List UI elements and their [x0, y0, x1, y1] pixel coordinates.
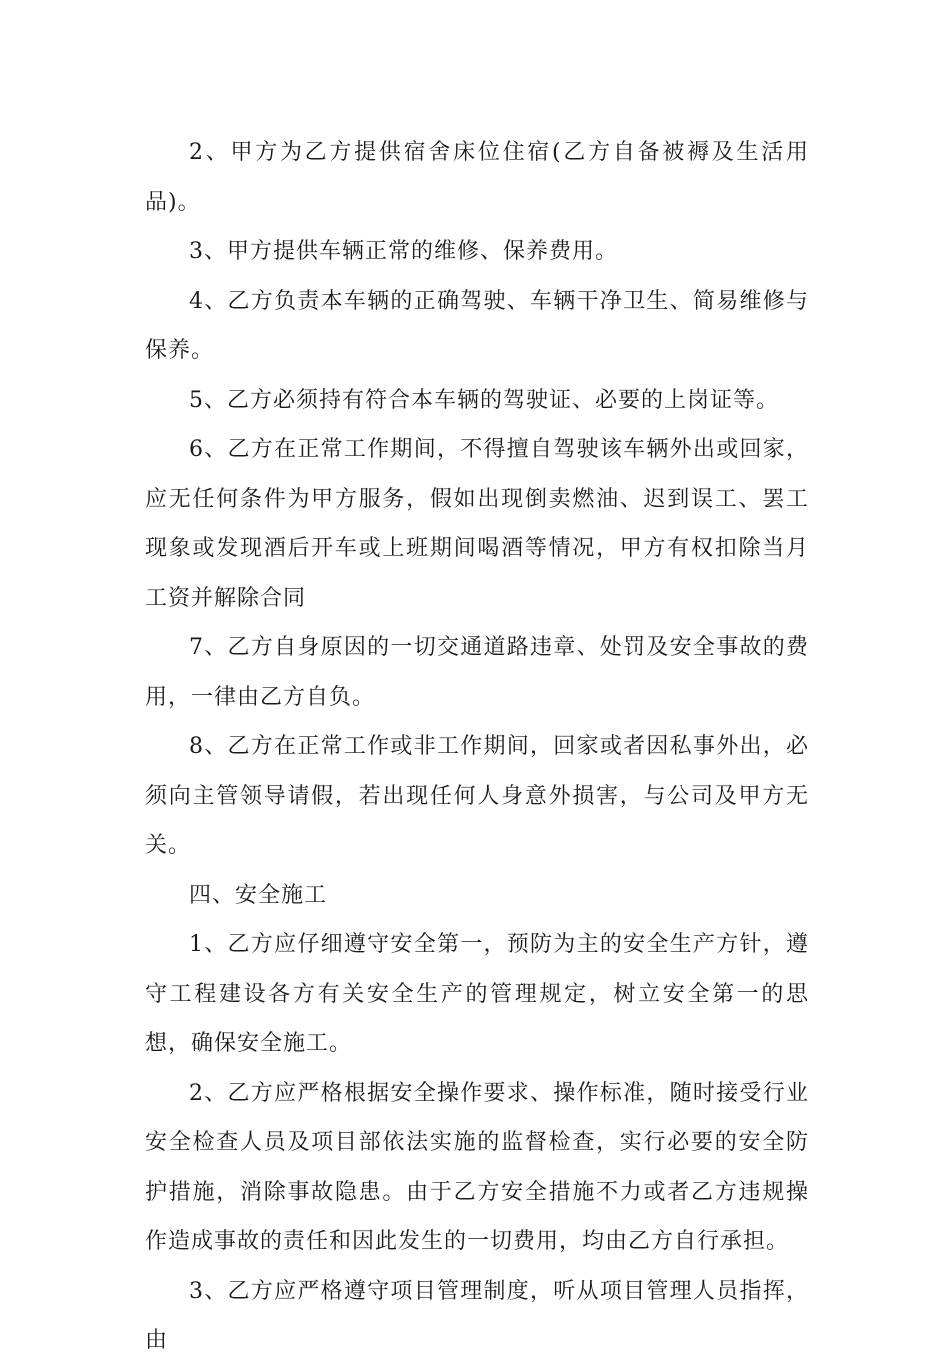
paragraph-leave: 8、乙方在正常工作或非工作期间，回家或者因私事外出，必须向主管领导请假，若出现任何人身意外损害，与公司及甲方无关。: [145, 734, 809, 858]
paragraph-license: 5、乙方必须持有符合本车辆的驾驶证、必要的上岗证等。: [189, 387, 779, 413]
section-heading-safety: 四、安全施工: [189, 882, 328, 908]
paragraph-project-management: 3、乙方应严格遵守项目管理制度，听从项目管理人员指挥，由: [145, 1278, 809, 1353]
paragraph-dormitory: 2、甲方为乙方提供宿舍床位住宿(乙方自备被褥及生活用品)。: [145, 140, 809, 215]
paragraph-safety-policy: 1、乙方应仔细遵守安全第一，预防为主的安全生产方针，遵守工程建设各方有关安全生产的管理规定，树立安全第一的思想，确保安全施工。: [145, 932, 809, 1056]
paragraph-driver-duties: 4、乙方负责本车辆的正确驾驶、车辆干净卫生、简易维修与保养。: [145, 288, 809, 363]
paragraph-work-discipline: 6、乙方在正常工作期间，不得擅自驾驶该车辆外出或回家，应无任何条件为甲方服务，假如出现倒卖燃油、迟到误工、罢工现象或发现酒后开车或上班期间喝酒等情况，甲方有权扣除当月工资并解除合同: [145, 437, 809, 611]
paragraph-maintenance-costs: 3、甲方提供车辆正常的维修、保养费用。: [189, 239, 618, 264]
paragraph-safety-operations: 2、乙方应严格根据安全操作要求、操作标准，随时接受行业安全检查人员及项目部依法实施的监督检查，实行必要的安全防护措施，消除事故隐患。由于乙方安全措施不力或者乙方违规操作造成事故的责任和因此发生的一切费用，均由乙方自行承担。: [145, 1080, 809, 1254]
document-body: [145, 128, 809, 1366]
paragraph-violations: 7、乙方自身原因的一切交通道路违章、处罚及安全事故的费用，一律由乙方自负。: [145, 635, 809, 710]
